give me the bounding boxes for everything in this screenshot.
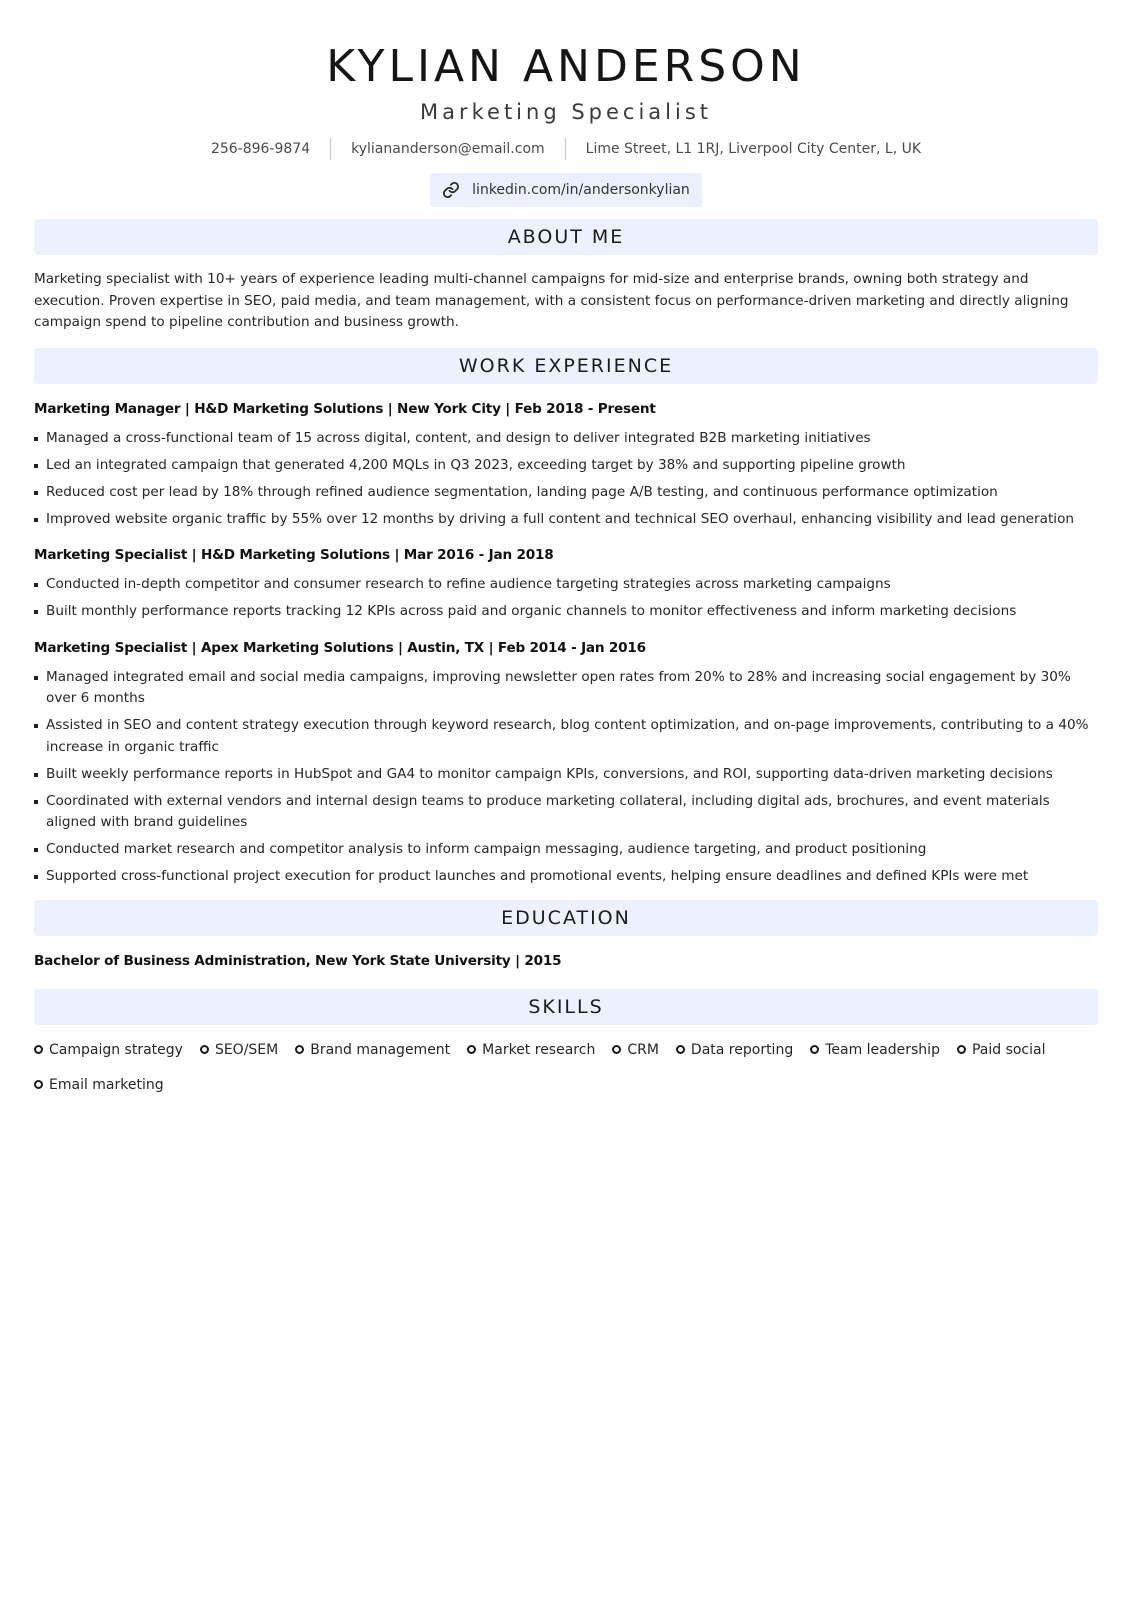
candidate-name: KYLIAN ANDERSON [326,41,806,92]
about-text: Marketing specialist with 10+ years of experience leading multi-channel campaigns for mid-size and enterprise brands, owning both strategy and execution. Proven expertise in SEO, paid media, and team management, with a consistent focus on performance-driven marketing and directly aligning campaign spend to pipeline contribution and business growth. [34,271,1069,330]
section-heading-skills: SKILLS [34,989,1098,1025]
job-bullet [34,482,1098,504]
skill-item [295,1039,450,1061]
job-bullet [34,791,1098,834]
job-title: Marketing Specialist | Apex Marketing Solutions | Austin, TX | Feb 2014 - Jan 2016 [34,639,646,656]
job-list [34,398,1098,888]
postal-address: Lime Street, L1 1RJ, Liverpool City Center, L, UK [585,141,922,157]
skill-item [34,1074,164,1096]
job-bullet [34,509,1098,531]
section-heading-about: ABOUT ME [34,219,1098,255]
linkedin-row [34,173,1098,207]
skill-item [467,1039,595,1061]
education-entry: Bachelor of Business Administration, New York State University | 2015 [34,952,562,969]
email-address: kyliananderson@email.com [351,141,545,157]
job-title: Marketing Specialist | H&D Marketing Solutions | Mar 2016 - Jan 2018 [34,547,554,563]
skill-list [34,1039,1098,1109]
linkedin-url: linkedin.com/in/andersonkylian [472,182,690,198]
job-bullet-text: Supported cross-functional project execution for product launches and promotional events, helping ensure deadlines and defined KPIs were met [46,868,1029,884]
bullet-circle-icon [200,1045,209,1054]
job-bullet [34,574,1098,596]
bullet-circle-icon [295,1045,304,1054]
bullet-square-icon [34,583,38,587]
skill-item [810,1039,940,1061]
section-heading-experience: WORK EXPERIENCE [34,348,1098,384]
bullet-circle-icon [612,1045,621,1054]
skill-label: Brand management [310,1041,451,1058]
job-bullet-text: Reduced cost per lead by 18% through refined audience segmentation, landing page A/B testing, and continuous performance optimization [46,483,998,500]
bullet-circle-icon [467,1045,476,1054]
job-bullet [34,428,1098,450]
skill-label: Market research [482,1041,596,1058]
bullet-circle-icon [810,1045,819,1054]
link-icon [442,181,460,199]
job-bullet-text: Built monthly performance reports tracking 12 KPIs across paid and organic channels to monitor effectiveness and inform marketing decisions [46,603,1017,619]
job-bullet [34,667,1098,710]
job-bullet-text: Conducted in-depth competitor and consumer research to refine audience targeting strategies across marketing campaigns [46,576,891,592]
bullet-square-icon [34,724,38,728]
job-bullet [34,715,1098,758]
candidate-role: Marketing Specialist [419,100,712,124]
job-bullet-text: Managed integrated email and social media campaigns, improving newsletter open rates from 20% to 28% and increasing social engagement by 30% over 6 months [46,668,1071,706]
job-bullet-text: Conducted market research and competitor analysis to inform campaign messaging, audience targeting, and product positioning [46,841,927,857]
job-bullet-text: Improved website organic traffic by 55% over 12 months by driving a full content and technical SEO overhaul, enhancing visibility and lead generation [46,510,1075,527]
bullet-square-icon [34,773,38,777]
skill-label: Team leadership [825,1041,940,1058]
contact-row [34,134,1098,164]
job-bullet-list [34,428,1098,531]
bullet-square-icon [34,848,38,852]
bullet-square-icon [34,800,38,804]
skill-label: Campaign strategy [49,1041,183,1058]
job-bullet-list [34,574,1098,623]
job-bullet [34,601,1098,623]
skill-item [676,1039,793,1061]
linkedin-link[interactable] [430,173,702,207]
bullet-square-icon [34,676,38,680]
contact-divider [565,138,566,160]
job-bullet [34,866,1098,888]
bullet-circle-icon [34,1080,43,1089]
section-heading-education: EDUCATION [34,900,1098,936]
skill-label: SEO/SEM [214,1041,279,1058]
job-bullet [34,764,1098,786]
skill-label: Paid social [971,1041,1046,1058]
resume-page [34,0,1098,1109]
bullet-square-icon [34,610,38,614]
job-bullet-text: Managed a cross-functional team of 15 across digital, content, and design to deliver integrated B2B marketing initiatives [46,429,871,446]
bullet-square-icon [34,437,38,441]
skill-label: Data reporting [690,1041,794,1058]
contact-divider [330,138,331,160]
job-title: Marketing Manager | H&D Marketing Solutions | New York City | Feb 2018 - Present [34,400,656,417]
phone-number: 256-896-9874 [210,141,311,157]
skill-item [957,1039,1046,1061]
job-bullet-text: Built weekly performance reports in HubSpot and GA4 to monitor campaign KPIs, conversions, and ROI, supporting data-driven marketing decisions [46,765,1053,782]
skill-label: CRM [627,1041,659,1058]
skill-label: Email marketing [49,1076,164,1093]
bullet-square-icon [34,875,38,879]
job-bullet-text: Led an integrated campaign that generated 4,200 MQLs in Q3 2023, exceeding target by 38% and supporting pipeline growth [46,456,906,473]
job-bullet-text: Assisted in SEO and content strategy execution through keyword research, blog content optimization, and on-page improvements, contributing to a 40% increase in organic traffic [46,717,1089,755]
bullet-square-icon [34,491,38,495]
job-bullet-list [34,667,1098,888]
skill-item [200,1039,278,1061]
bullet-square-icon [34,518,38,522]
bullet-circle-icon [957,1045,966,1054]
job-bullet [34,839,1098,861]
job-bullet [34,455,1098,477]
skill-item [612,1039,659,1061]
bullet-circle-icon [676,1045,685,1054]
bullet-square-icon [34,464,38,468]
skill-item [34,1039,183,1061]
job-bullet-text: Coordinated with external vendors and internal design teams to produce marketing collateral, including digital ads, brochures, and event materials aligned with brand guidelines [46,792,1050,830]
bullet-circle-icon [34,1045,43,1054]
